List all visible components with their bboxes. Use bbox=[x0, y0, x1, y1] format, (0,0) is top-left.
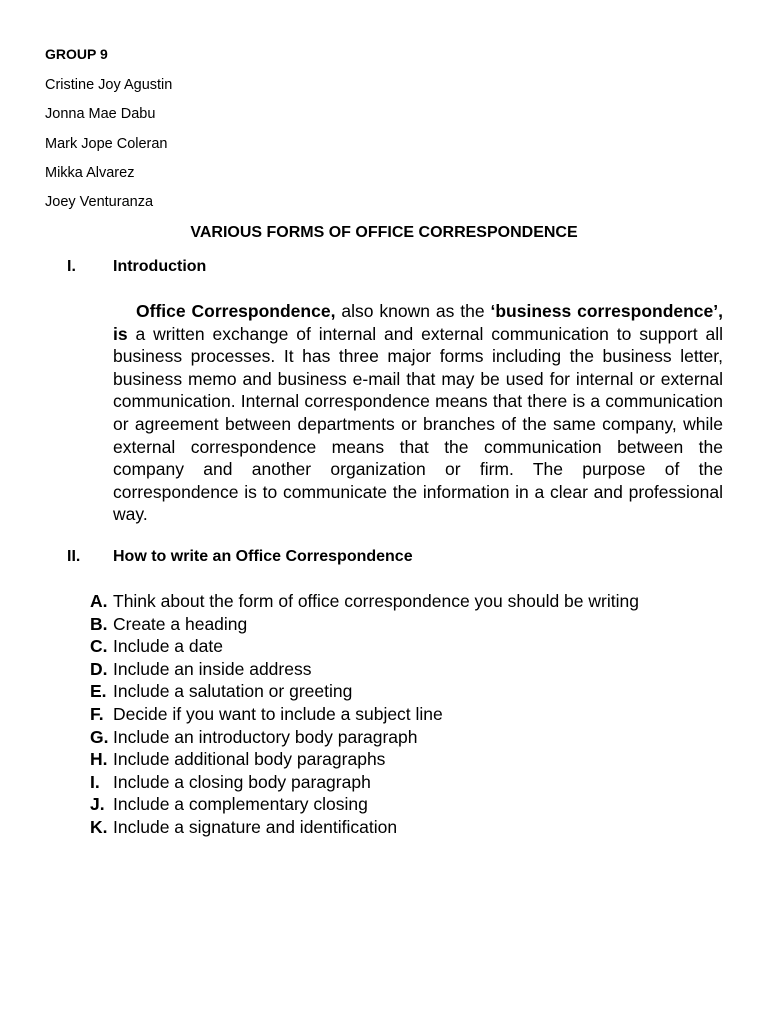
list-item-text: Include a salutation or greeting bbox=[113, 681, 353, 702]
paragraph-text: also known as the bbox=[335, 301, 491, 321]
list-item bbox=[90, 635, 639, 658]
section-heading-introduction bbox=[67, 258, 206, 276]
member-name: Mikka Alvarez bbox=[45, 164, 135, 181]
introduction-paragraph bbox=[113, 300, 723, 526]
section-numeral: II. bbox=[67, 548, 81, 565]
paragraph-text: a written exchange of internal and external communication to support all business processes. It has three major forms including the business letter, business memo and business e-mail that may be used for internal or external communication. Internal correspondence means that there is a communication or agreement between departments or branches of the same company, while external correspondence means that the communication between the company and another organization or firm. The purpose of the correspondence is to communicate the information in a clear and professional way. bbox=[113, 323, 723, 525]
list-item-text: Include a date bbox=[113, 636, 223, 657]
list-letter: G. bbox=[90, 726, 109, 747]
section-heading-text: How to write an Office Correspondence bbox=[113, 548, 413, 565]
list-letter: K. bbox=[90, 816, 108, 837]
section-heading-how-to-write bbox=[67, 548, 413, 566]
section-heading-text: Introduction bbox=[113, 258, 207, 275]
list-item-text: Create a heading bbox=[113, 613, 248, 634]
list-item-text: Include a closing body paragraph bbox=[113, 771, 371, 792]
list-item bbox=[90, 793, 639, 816]
list-letter: D. bbox=[90, 658, 108, 679]
member-name: Joey Venturanza bbox=[45, 194, 154, 211]
term-office-correspondence: Office Correspondence, bbox=[136, 301, 336, 321]
list-item-text: Decide if you want to include a subject line bbox=[113, 703, 443, 724]
section-numeral: I. bbox=[67, 258, 76, 275]
steps-list bbox=[90, 590, 639, 839]
term-business-correspondence: ‘business correspondence’, is bbox=[113, 301, 723, 344]
member-list bbox=[45, 76, 172, 222]
list-item bbox=[90, 658, 639, 681]
list-item bbox=[90, 726, 639, 749]
list-letter: F. bbox=[90, 703, 104, 724]
list-item bbox=[90, 703, 639, 726]
list-letter: C. bbox=[90, 636, 108, 657]
list-item bbox=[90, 680, 639, 703]
member-name: Jonna Mae Dabu bbox=[45, 106, 156, 123]
list-letter: I. bbox=[90, 771, 100, 792]
list-letter: E. bbox=[90, 681, 107, 702]
list-letter: J. bbox=[90, 794, 105, 815]
member-name: Cristine Joy Agustin bbox=[45, 77, 173, 93]
list-letter: A. bbox=[90, 591, 108, 611]
list-item bbox=[90, 816, 639, 839]
member-name: Mark Jope Coleran bbox=[45, 135, 168, 152]
list-item-text: Include an introductory body paragraph bbox=[113, 726, 418, 747]
document-title: VARIOUS FORMS OF OFFICE CORRESPONDENCE bbox=[190, 224, 578, 241]
list-item-text: Include an inside address bbox=[113, 658, 312, 679]
list-letter: H. bbox=[90, 749, 108, 770]
list-item bbox=[90, 613, 639, 636]
list-item bbox=[90, 771, 639, 794]
group-label: GROUP 9 bbox=[45, 46, 108, 62]
list-item bbox=[90, 590, 639, 613]
list-item-text: Include additional body paragraphs bbox=[113, 749, 386, 770]
list-item bbox=[90, 748, 639, 771]
list-item-text: Include a signature and identification bbox=[113, 816, 398, 837]
list-letter: B. bbox=[90, 613, 108, 634]
list-item-text: Include a complementary closing bbox=[113, 794, 368, 815]
list-item-text: Think about the form of office correspondence you should be writing bbox=[113, 591, 639, 611]
